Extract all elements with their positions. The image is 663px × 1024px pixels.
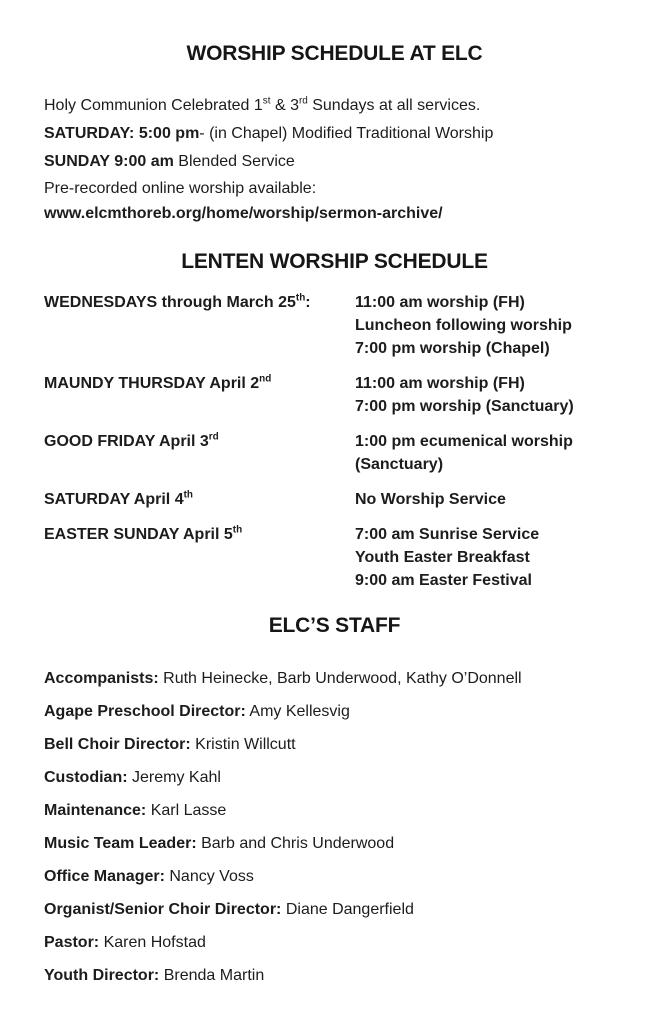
lenten-day-good-friday <box>44 430 355 476</box>
lenten-times-maundy-thursday <box>355 372 625 418</box>
lenten-time-line: No Worship Service <box>355 491 506 508</box>
sermon-archive-url: www.elcmthoreb.org/home/worship/sermon-archive/ <box>44 205 443 222</box>
staff-member-music-team-leader <box>44 835 625 853</box>
lenten-times-saturday <box>355 488 625 511</box>
staff-name: Nancy Voss <box>169 868 254 885</box>
staff-role: Accompanists: <box>44 670 159 687</box>
sunday-service-detail: Blended Service <box>173 153 295 170</box>
staff-list <box>44 670 625 985</box>
lenten-time-line: 9:00 am Easter Festival <box>355 572 532 589</box>
staff-role: Pastor: <box>44 934 100 951</box>
staff-member-preschool-director <box>44 703 625 721</box>
lenten-schedule-table <box>44 291 625 592</box>
lenten-time-line: 7:00 am Sunrise Service <box>355 526 540 543</box>
staff-name: Karl Lasse <box>150 802 227 819</box>
worship-schedule-title: WORSHIP SCHEDULE AT ELC <box>186 42 483 65</box>
ordinal-suffix: th <box>232 524 243 536</box>
lenten-times-easter-sunday <box>355 523 625 592</box>
ordinal-suffix: th <box>295 292 306 304</box>
lenten-time-line: 11:00 am worship (FH) <box>355 375 525 392</box>
staff-name: Amy Kellesvig <box>249 703 350 720</box>
staff-member-office-manager <box>44 868 625 886</box>
staff-member-custodian <box>44 769 625 787</box>
staff-member-accompanists <box>44 670 625 688</box>
staff-role: Organist/Senior Choir Director: <box>44 901 282 918</box>
lenten-time-line: Youth Easter Breakfast <box>355 549 530 566</box>
staff-name: Diane Dangerfield <box>285 901 414 918</box>
staff-name: Ruth Heinecke, Barb Underwood, Kathy O’Donnell <box>163 670 522 687</box>
staff-role: Agape Preschool Director: <box>44 703 246 720</box>
staff-name: Karen Hofstad <box>103 934 206 951</box>
communion-text-mid: & 3 <box>270 97 299 114</box>
staff-role: Youth Director: <box>44 967 160 984</box>
staff-role: Maintenance: <box>44 802 147 819</box>
lenten-day-after: : <box>305 294 311 311</box>
lenten-schedule-title: LENTEN WORSHIP SCHEDULE <box>181 250 488 273</box>
staff-name: Barb and Chris Underwood <box>201 835 395 852</box>
staff-member-pastor <box>44 934 625 952</box>
lenten-day-text: SATURDAY April 4 <box>44 491 184 508</box>
staff-role: Office Manager: <box>44 868 165 885</box>
lenten-day-maundy-thursday <box>44 372 355 418</box>
staff-member-youth-director <box>44 967 625 985</box>
staff-member-maintenance <box>44 802 625 820</box>
lenten-day-text: EASTER SUNDAY April 5 <box>44 526 233 543</box>
communion-text-pre: Holy Communion Celebrated 1 <box>44 97 263 114</box>
staff-member-organist <box>44 901 625 919</box>
saturday-service-time: SATURDAY: 5:00 pm <box>44 125 200 142</box>
worship-intro-section <box>44 92 625 226</box>
saturday-service-detail: - (in Chapel) Modified Traditional Worship <box>199 125 494 142</box>
lenten-time-line: 7:00 pm worship (Chapel) <box>355 340 550 357</box>
ordinal-suffix: rd <box>208 431 219 443</box>
lenten-time-line: 7:00 pm worship (Sanctuary) <box>355 398 574 415</box>
staff-role: Custodian: <box>44 769 128 786</box>
lenten-time-line: 1:00 pm ecumenical worship <box>355 433 573 450</box>
lenten-day-easter-sunday <box>44 523 355 592</box>
sunday-service-line <box>44 148 625 176</box>
staff-role: Music Team Leader: <box>44 835 197 852</box>
staff-section-title: ELC’S STAFF <box>268 614 401 637</box>
lenten-day-text: WEDNESDAYS through March 25 <box>44 294 296 311</box>
lenten-times-good-friday <box>355 430 625 476</box>
staff-name: Jeremy Kahl <box>132 769 221 786</box>
lenten-day-wednesdays <box>44 291 355 360</box>
lenten-day-text: MAUNDY THURSDAY April 2 <box>44 375 260 392</box>
ordinal-suffix: rd <box>298 95 308 107</box>
lenten-time-line: Luncheon following worship <box>355 317 572 334</box>
communion-line <box>44 92 625 120</box>
staff-name: Brenda Martin <box>163 967 265 984</box>
lenten-day-saturday <box>44 488 355 511</box>
staff-member-bell-choir-director <box>44 736 625 754</box>
ordinal-suffix: st <box>262 95 271 107</box>
lenten-day-text: GOOD FRIDAY April 3 <box>44 433 209 450</box>
staff-role: Bell Choir Director: <box>44 736 191 753</box>
lenten-times-wednesdays <box>355 291 625 360</box>
lenten-time-line: (Sanctuary) <box>355 456 444 473</box>
lenten-time-line: 11:00 am worship (FH) <box>355 294 525 311</box>
communion-text-post: Sundays at all services. <box>307 97 481 114</box>
staff-name: Kristin Willcutt <box>195 736 296 753</box>
ordinal-suffix: nd <box>259 373 272 385</box>
ordinal-suffix: th <box>183 489 193 501</box>
saturday-service-line <box>44 120 625 148</box>
sunday-service-time: SUNDAY 9:00 am <box>44 153 174 170</box>
online-worship-note: Pre-recorded online worship available: <box>44 180 317 197</box>
